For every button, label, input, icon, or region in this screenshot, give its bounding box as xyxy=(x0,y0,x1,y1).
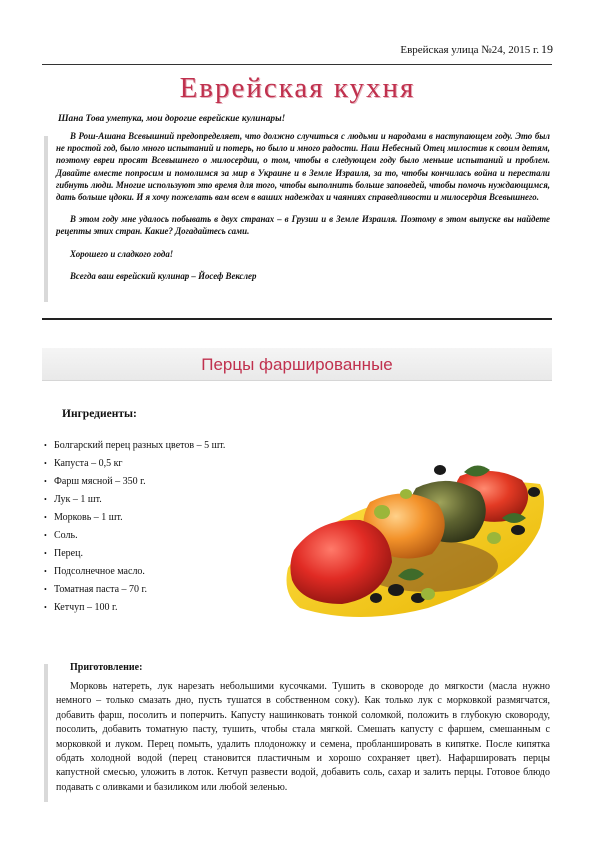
ingredient-text: Подсолнечное масло. xyxy=(54,566,145,577)
ingredient-text: Томатная паста – 70 г. xyxy=(54,584,147,595)
ingredient-text: Болгарский перец разных цветов – 5 шт. xyxy=(54,440,226,451)
ingredient-item xyxy=(44,545,225,563)
ingredient-text: Соль. xyxy=(54,530,78,541)
bullet-icon: • xyxy=(44,585,47,594)
ingredient-text: Лук – 1 шт. xyxy=(54,494,102,505)
ingredient-text: Морковь – 1 шт. xyxy=(54,512,123,523)
intro-paragraph: В этом году мне удалось побывать в двух странах – в Грузии и в Земле Израиля. Поэтому в этом выпуске вы найдете рецепты этих стран. Какие? Догадайтесь сами. xyxy=(56,214,550,237)
section-divider xyxy=(42,318,552,320)
preparation-heading: Приготовление: xyxy=(70,662,143,673)
preparation-margin-bar xyxy=(44,664,48,802)
ingredient-item xyxy=(44,473,225,491)
ingredient-text: Перец. xyxy=(54,548,83,559)
ingredient-item xyxy=(44,437,225,455)
recipe-title: Перцы фаршированные xyxy=(201,355,393,374)
intro-margin-bar xyxy=(44,136,48,302)
bullet-icon: • xyxy=(44,513,47,522)
stuffed-peppers-photo xyxy=(278,458,552,624)
ingredient-item xyxy=(44,455,225,473)
ingredient-item xyxy=(44,509,225,527)
ingredient-item xyxy=(44,527,225,545)
preparation-text: Морковь натереть, лук нарезать небольшими кусочками. Тушить в сковороде до мягкости (масла нужно немного – только смазать дно, пусть тушатся в собственном соку). Как только лук с морковкой размягчатся, добавить фарш, посолить и поперчить. Капусту нашинковать тонкой соломкой, положить в глубокую сковороду, посолить, добавить томатную пасту, тушить, чтобы стала мягкой. Смешать капусту с фаршем, смешанным с морковкой и луком. Перец помыть, удалить плодоножку и семена, пробланшировать в кипятке. После кипятка обдать холодной водой (перец становится пластичным и хорошо сохраняет цвет). Нафаршировать перцы капустной смесью, уложить в лоток. Кетчуп развести водой, добавить соль, сахар и залить перцы. Готовое блюдо подавать с оливками и базиликом или любой зеленью. xyxy=(56,681,550,793)
ingredient-text: Капуста – 0,5 кг xyxy=(54,458,123,469)
bullet-icon: • xyxy=(44,531,47,540)
page-number: 19 xyxy=(541,42,553,56)
intro-paragraph: В Рош-Ашана Всевышний предопределяет, что должно случиться с людьми и народами в наступающем году. Это был не простой год, было много испытаний и потерь, но было и много радости. Наш Небесный Отец милостив к своим детям, поэтому евреи просят Всевышнего о милосердии, о том, чтобы в следующем году было меньше испытаний и проблем. Давайте вместе попросим и помолимся за мир в Украине и в Земле Израиля, за то, чтобы кончилась война и перестали гибнуть люди. Многие используют это время для того, чтобы выполнить больше заповедей, чтобы помочь нуждающимся, дать больше цдоки. И я хочу пожелать вам всем в ваших надеждах и чаяниях справедливости и милосердия Всевышнего. xyxy=(56,131,550,203)
bullet-icon: • xyxy=(44,567,47,576)
ingredient-item xyxy=(44,581,225,599)
bullet-icon: • xyxy=(44,549,47,558)
recipe-title-band xyxy=(42,348,552,381)
ingredients-list xyxy=(44,437,225,617)
bullet-icon: • xyxy=(44,495,47,504)
bullet-icon: • xyxy=(44,477,47,486)
page-title: Еврейская кухня xyxy=(179,72,416,104)
bullet-icon: • xyxy=(44,441,47,450)
intro-paragraph: Хорошего и сладкого года! xyxy=(70,248,174,259)
ingredients-heading: Ингредиенты: xyxy=(62,408,137,420)
preparation-block xyxy=(44,662,554,804)
ingredient-item xyxy=(44,599,225,617)
intro-greeting: Шана Това уметука, мои дорогие еврейские кулинары! xyxy=(58,114,286,124)
publication-name: Еврейская улица №24, 2015 г. xyxy=(400,44,539,56)
bullet-icon: • xyxy=(44,603,47,612)
intro-signature: Всегда ваш еврейский кулинар – Йосеф Векслер xyxy=(70,270,257,281)
ingredient-text: Кетчуп – 100 г. xyxy=(54,602,118,613)
intro-text xyxy=(56,130,550,292)
bullet-icon: • xyxy=(44,459,47,468)
ingredient-item xyxy=(44,491,225,509)
ingredient-item xyxy=(44,563,225,581)
intro-block xyxy=(44,130,554,302)
ingredient-text: Фарш мясной – 350 г. xyxy=(54,476,146,487)
